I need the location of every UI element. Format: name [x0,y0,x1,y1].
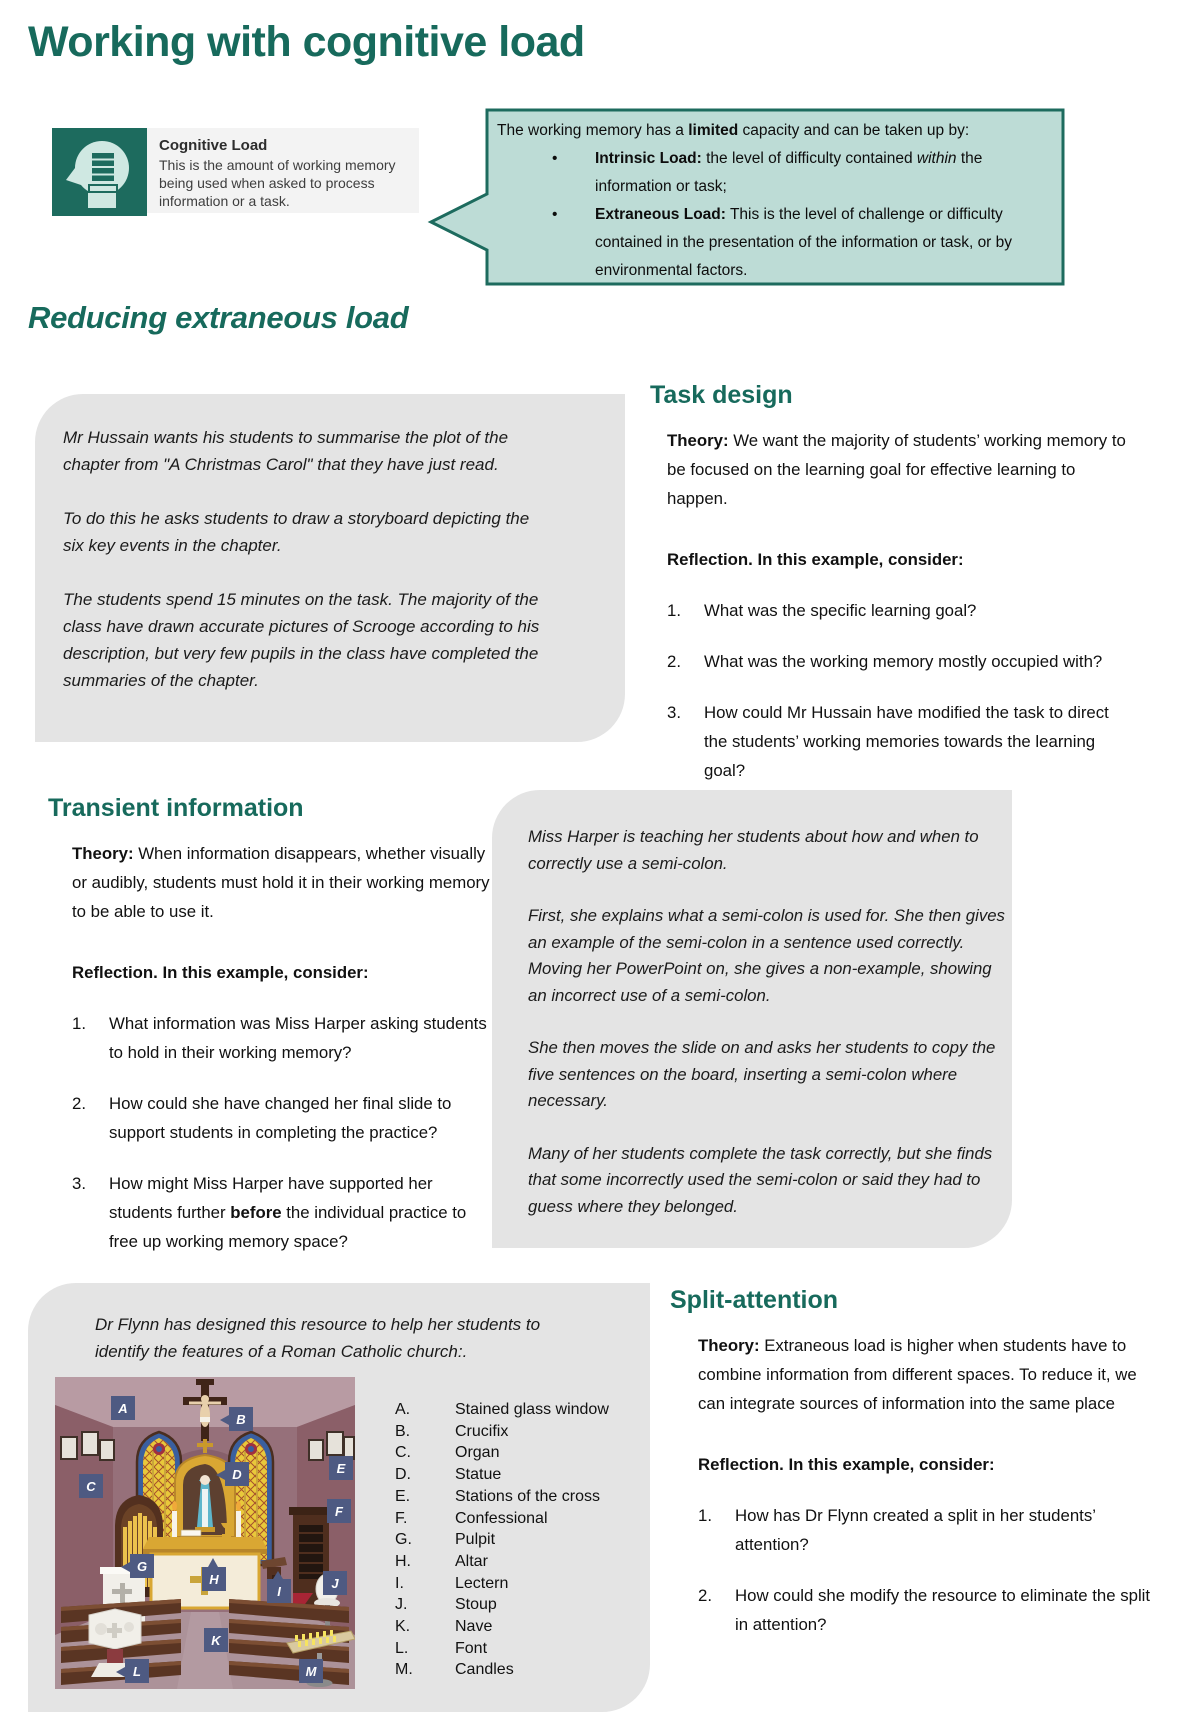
scenario-paragraph: She then moves the slide on and asks her students to copy the five sentences on the board, inserting a semi-colon where necessary. [528,1038,996,1110]
legend-item: F. Confessional [395,1509,548,1527]
church-feature-legend [395,1399,609,1681]
legend-item: D. Statue [395,1466,502,1484]
legend-item: G. Pulpit [395,1531,496,1549]
scenario-box-harper [492,790,1012,1248]
transient-reflection: Reflection. In this example, consider: [72,963,369,982]
cognitive-load-definition [147,128,419,213]
split-attention-heading: Split-attention [670,1286,839,1314]
legend-item: B. Crucifix [395,1422,509,1440]
scenario-paragraph: Many of her students complete the task correctly, but she finds that some incorrectly used the semi-colon or said they had to guess where they belonged. [528,1143,993,1216]
legend-item: H. Altar [395,1552,488,1570]
reducing-extraneous-load-heading: Reducing extraneous load [28,300,409,335]
church-label-j: J [331,1576,339,1591]
church-label-l: L [133,1664,141,1679]
transient-question-3: 3. How might Miss Harper have supported her students further before the individual practice to free up working memory space? [72,1174,467,1251]
church-label-b: B [236,1412,246,1427]
task-design-question-3: 3. How could Mr Hussain have modified the task to direct the students’ working memories towards the learning goal? [667,703,1109,780]
bubble-item-extraneous: • Extraneous Load: This is the level of challenge or difficulty contained in the presentation of the information or task, or by environmental factors. [497,201,1049,285]
legend-item: E. Stations of the cross [395,1487,600,1505]
legend-item: M. Candles [395,1661,514,1679]
church-label-c: C [86,1479,96,1494]
church-label-k: K [211,1633,221,1648]
legend-item: C. Organ [395,1444,500,1462]
church-label-a: A [118,1401,128,1416]
split-attention-reflection: Reflection. In this example, consider: [698,1455,995,1474]
transient-heading: Transient information [48,794,304,822]
church-interior-image [55,1377,355,1689]
split-attention-question-2: 2. How could she modify the resource to eliminate the split in attention? [698,1586,1151,1634]
church-label-d: D [232,1467,242,1482]
legend-item: K. Nave [395,1618,493,1636]
head-memory-icon [52,128,147,216]
church-label-h: H [209,1572,219,1587]
section-transient-information [48,794,490,1256]
cognitive-load-head-icon [52,128,147,216]
split-attention-theory: Theory: Extraneous load is higher when students have to combine information from different spaces. To reduce it, we can integrate sources of information into the same place [698,1336,1137,1413]
scenario-paragraph: The students spend 15 minutes on the task. The majority of the class have drawn accurate pictures of Scrooge according to his description, but very few pupils in the class have completed the summaries of the chapter. [63,590,540,690]
scenario-box-hussain [35,394,625,742]
page-title: Working with cognitive load [28,18,585,66]
scenario-paragraph: Mr Hussain wants his students to summarise the plot of the chapter from "A Christmas Carol" that they have just read. [63,428,509,474]
scenario-paragraph: First, she explains what a semi-colon is used for. She then gives an example of the semi-colon in a sentence used correctly. Moving her PowerPoint on, she gives a non-example, showing an incorrect use of a semi-colon. [528,906,1005,1005]
church-label-m: M [305,1664,317,1679]
scenario-paragraph: To do this he asks students to draw a storyboard depicting the six key events in the chapter. [63,509,530,555]
church-label-i: I [277,1584,281,1599]
legend-item: A. Stained glass window [395,1401,609,1418]
bubble-intro: The working memory has a limited capacity and can be taken up by: [497,122,970,139]
legend-item: I. Lectern [395,1574,509,1592]
split-attention-question-1: 1. How has Dr Flynn created a split in her students’ attention? [698,1506,1096,1554]
scenario-paragraph: Miss Harper is teaching her students about how and when to correctly use a semi-colon. [528,827,979,873]
bullet-icon: • [552,206,558,223]
bullet-icon: • [552,150,558,167]
task-design-question-2: 2. What was the working memory mostly occupied with? [667,652,1103,671]
scenario-box-flynn [28,1283,650,1712]
transient-question-1: 1. What information was Miss Harper asking students to hold in their working memory? [72,1014,487,1062]
church-label-g: G [136,1559,148,1574]
task-design-reflection: Reflection. In this example, consider: [667,550,964,569]
legend-item: L. Font [395,1639,488,1657]
legend-item: J. Stoup [395,1596,497,1614]
church-label-e: E [336,1461,346,1476]
definition-title: Cognitive Load [159,137,268,154]
section-split-attention [670,1286,1155,1639]
transient-theory: Theory: When information disappears, whether visually or audibly, students must hold it in their working memory to be able to use it. [72,844,490,921]
definition-body: This is the amount of working memory being used when asked to process information or a task. [159,157,396,209]
task-design-theory: Theory: We want the majority of students’ working memory to be focused on the learning goal for effective learning to happen. [667,431,1126,508]
section-task-design [650,381,1130,785]
transient-question-2: 2. How could she have changed her final slide to support students in completing the practice? [72,1094,452,1142]
task-design-heading: Task design [650,381,793,409]
church-label-f: F [335,1504,343,1519]
bubble-item-intrinsic: • Intrinsic Load: the level of difficulty contained within the information or task; [497,145,1049,201]
task-design-question-1: 1. What was the specific learning goal? [667,601,977,620]
flynn-intro: Dr Flynn has designed this resource to help her students to identify the features of a Roman Catholic church:. [95,1315,541,1361]
speech-bubble-text [497,117,1049,285]
